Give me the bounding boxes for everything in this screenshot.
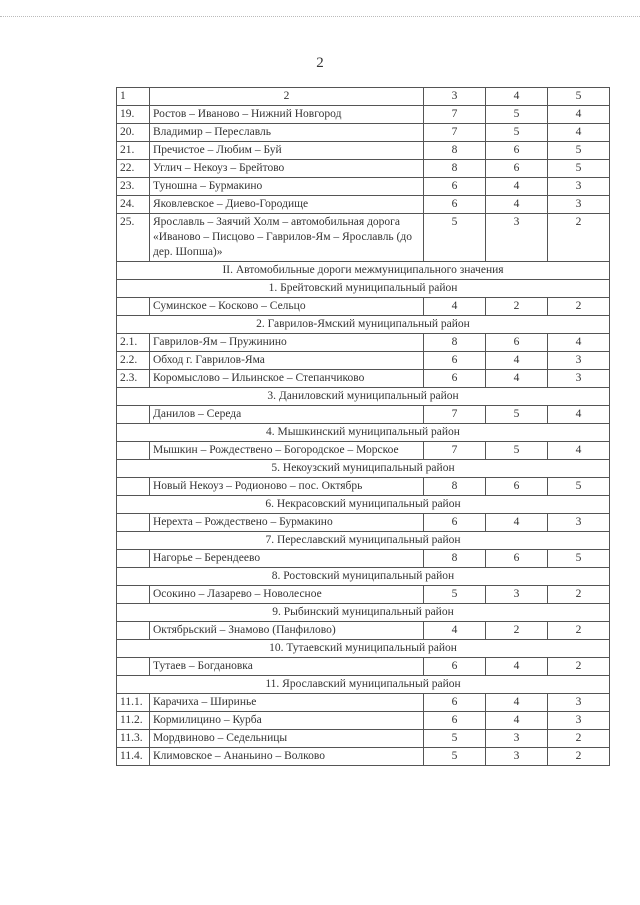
road-value: 5 [424,748,486,766]
road-value: 2 [548,298,610,316]
road-value: 6 [486,478,548,496]
road-value: 8 [424,550,486,568]
row-number: 11.3. [117,730,150,748]
row-number: 11.2. [117,712,150,730]
road-name: Осокино – Лазарево – Новолесное [150,586,424,604]
district-heading-row [117,316,610,334]
road-value: 6 [424,370,486,388]
district-heading: 3. Даниловский муниципальный район [117,388,610,406]
row-number [117,442,150,460]
row-number: 19. [117,106,150,124]
road-value: 6 [486,160,548,178]
district-heading-row [117,388,610,406]
road-value: 8 [424,160,486,178]
road-value: 3 [548,712,610,730]
header-cell: 3 [424,88,486,106]
roads-table-body [117,88,610,766]
road-value: 6 [424,514,486,532]
row-number: 2.2. [117,352,150,370]
road-value: 4 [486,514,548,532]
road-value: 5 [548,478,610,496]
road-value: 7 [424,442,486,460]
district-heading: 1. Брейтовский муниципальный район [117,280,610,298]
row-number: 25. [117,214,150,262]
road-value: 3 [486,586,548,604]
road-value: 3 [548,196,610,214]
road-value: 5 [486,442,548,460]
section-heading-row [117,262,610,280]
table-row [117,370,610,388]
road-value: 2 [548,622,610,640]
road-value: 2 [548,730,610,748]
row-number [117,550,150,568]
table-row [117,730,610,748]
header-cell: 5 [548,88,610,106]
section-heading: II. Автомобильные дороги межмуниципального значения [117,262,610,280]
road-name: Тутаев – Богдановка [150,658,424,676]
table-row [117,694,610,712]
road-value: 6 [424,712,486,730]
road-name: Нерехта – Рождествено – Бурмакино [150,514,424,532]
table-row [117,334,610,352]
road-value: 4 [486,178,548,196]
road-value: 5 [424,586,486,604]
road-value: 3 [548,352,610,370]
road-value: 5 [424,730,486,748]
road-name: Владимир – Переславль [150,124,424,142]
road-value: 2 [486,622,548,640]
road-value: 4 [424,622,486,640]
road-value: 4 [548,442,610,460]
road-value: 3 [548,178,610,196]
row-number [117,478,150,496]
road-value: 6 [486,334,548,352]
road-value: 4 [548,124,610,142]
row-number: 22. [117,160,150,178]
road-value: 5 [424,214,486,262]
district-heading-row [117,676,610,694]
table-row [117,298,610,316]
road-value: 6 [486,550,548,568]
table-row [117,478,610,496]
table-row [117,658,610,676]
district-heading-row [117,640,610,658]
road-name: Углич – Некоуз – Брейтово [150,160,424,178]
district-heading: 9. Рыбинский муниципальный район [117,604,610,622]
road-value: 6 [424,694,486,712]
district-heading: 2. Гаврилов-Ямский муниципальный район [117,316,610,334]
road-value: 4 [548,406,610,424]
road-value: 2 [548,658,610,676]
table-row [117,352,610,370]
road-value: 4 [548,106,610,124]
road-value: 5 [486,406,548,424]
table-row [117,178,610,196]
table-row [117,442,610,460]
district-heading: 10. Тутаевский муниципальный район [117,640,610,658]
row-number: 21. [117,142,150,160]
road-name: Кормилицино – Курба [150,712,424,730]
road-value: 6 [424,178,486,196]
road-value: 7 [424,124,486,142]
road-value: 6 [424,196,486,214]
district-heading: 11. Ярославский муниципальный район [117,676,610,694]
road-name: Коромыслово – Ильинское – Степанчиково [150,370,424,388]
road-name: Гаврилов-Ям – Пружинино [150,334,424,352]
road-value: 5 [548,142,610,160]
road-value: 2 [548,586,610,604]
road-name: Мышкин – Рождествено – Богородское – Морское [150,442,424,460]
table-row [117,550,610,568]
district-heading-row [117,460,610,478]
road-name: Ярославль – Заячий Холм – автомобильная дорога «Иваново – Писцово – Гаврилов-Ям – Ярославль (до дер. Шопша)» [150,214,424,262]
header-cell: 2 [150,88,424,106]
road-value: 3 [548,514,610,532]
road-name: Туношна – Бурмакино [150,178,424,196]
road-value: 7 [424,406,486,424]
row-number: 20. [117,124,150,142]
road-value: 8 [424,142,486,160]
table-row [117,622,610,640]
row-number [117,622,150,640]
district-heading-row [117,280,610,298]
table-row [117,586,610,604]
road-name: Ростов – Иваново – Нижний Новгород [150,106,424,124]
road-name: Суминское – Косково – Сельцо [150,298,424,316]
table-row [117,196,610,214]
road-value: 5 [548,160,610,178]
row-number: 24. [117,196,150,214]
road-value: 4 [486,370,548,388]
table-row [117,106,610,124]
road-value: 4 [486,196,548,214]
road-value: 2 [548,214,610,262]
district-heading: 5. Некоузский муниципальный район [117,460,610,478]
district-heading: 7. Переславский муниципальный район [117,532,610,550]
road-name: Данилов – Середа [150,406,424,424]
table-header-row [117,88,610,106]
road-value: 4 [486,658,548,676]
district-heading-row [117,496,610,514]
district-heading-row [117,424,610,442]
table-row [117,142,610,160]
road-value: 2 [548,748,610,766]
row-number: 11.1. [117,694,150,712]
row-number: 2.1. [117,334,150,352]
road-value: 5 [486,124,548,142]
road-name: Новый Некоуз – Родионово – пос. Октябрь [150,478,424,496]
road-value: 6 [486,142,548,160]
road-name: Пречистое – Любим – Буй [150,142,424,160]
road-value: 4 [424,298,486,316]
header-cell: 4 [486,88,548,106]
table-row [117,124,610,142]
table-row [117,514,610,532]
row-number: 23. [117,178,150,196]
road-value: 3 [486,214,548,262]
road-value: 4 [486,352,548,370]
table-row [117,712,610,730]
roads-table [116,87,610,766]
road-value: 7 [424,106,486,124]
row-number: 2.3. [117,370,150,388]
road-value: 2 [486,298,548,316]
table-row [117,406,610,424]
road-value: 3 [548,370,610,388]
row-number [117,298,150,316]
road-name: Карачиха – Ширинье [150,694,424,712]
district-heading-row [117,604,610,622]
road-value: 8 [424,478,486,496]
road-value: 5 [486,106,548,124]
road-name: Обход г. Гаврилов-Яма [150,352,424,370]
top-rule [0,16,640,17]
road-name: Яковлевское – Диево-Городище [150,196,424,214]
road-value: 4 [486,712,548,730]
road-value: 4 [486,694,548,712]
table-row [117,160,610,178]
road-name: Мордвиново – Седельницы [150,730,424,748]
row-number [117,586,150,604]
road-value: 6 [424,352,486,370]
road-value: 8 [424,334,486,352]
road-value: 5 [548,550,610,568]
header-cell: 1 [117,88,150,106]
row-number [117,658,150,676]
district-heading: 8. Ростовский муниципальный район [117,568,610,586]
road-name: Климовское – Ананьино – Волково [150,748,424,766]
district-heading: 4. Мышкинский муниципальный район [117,424,610,442]
row-number [117,406,150,424]
row-number [117,514,150,532]
road-name: Октябрьский – Знамово (Панфилово) [150,622,424,640]
road-value: 4 [548,334,610,352]
page-number: 2 [316,55,324,71]
district-heading-row [117,568,610,586]
table-row [117,748,610,766]
row-number: 11.4. [117,748,150,766]
road-value: 3 [486,748,548,766]
road-value: 3 [486,730,548,748]
district-heading: 6. Некрасовский муниципальный район [117,496,610,514]
road-value: 3 [548,694,610,712]
table-row [117,214,610,262]
road-name: Нагорье – Берендеево [150,550,424,568]
district-heading-row [117,532,610,550]
road-value: 6 [424,658,486,676]
